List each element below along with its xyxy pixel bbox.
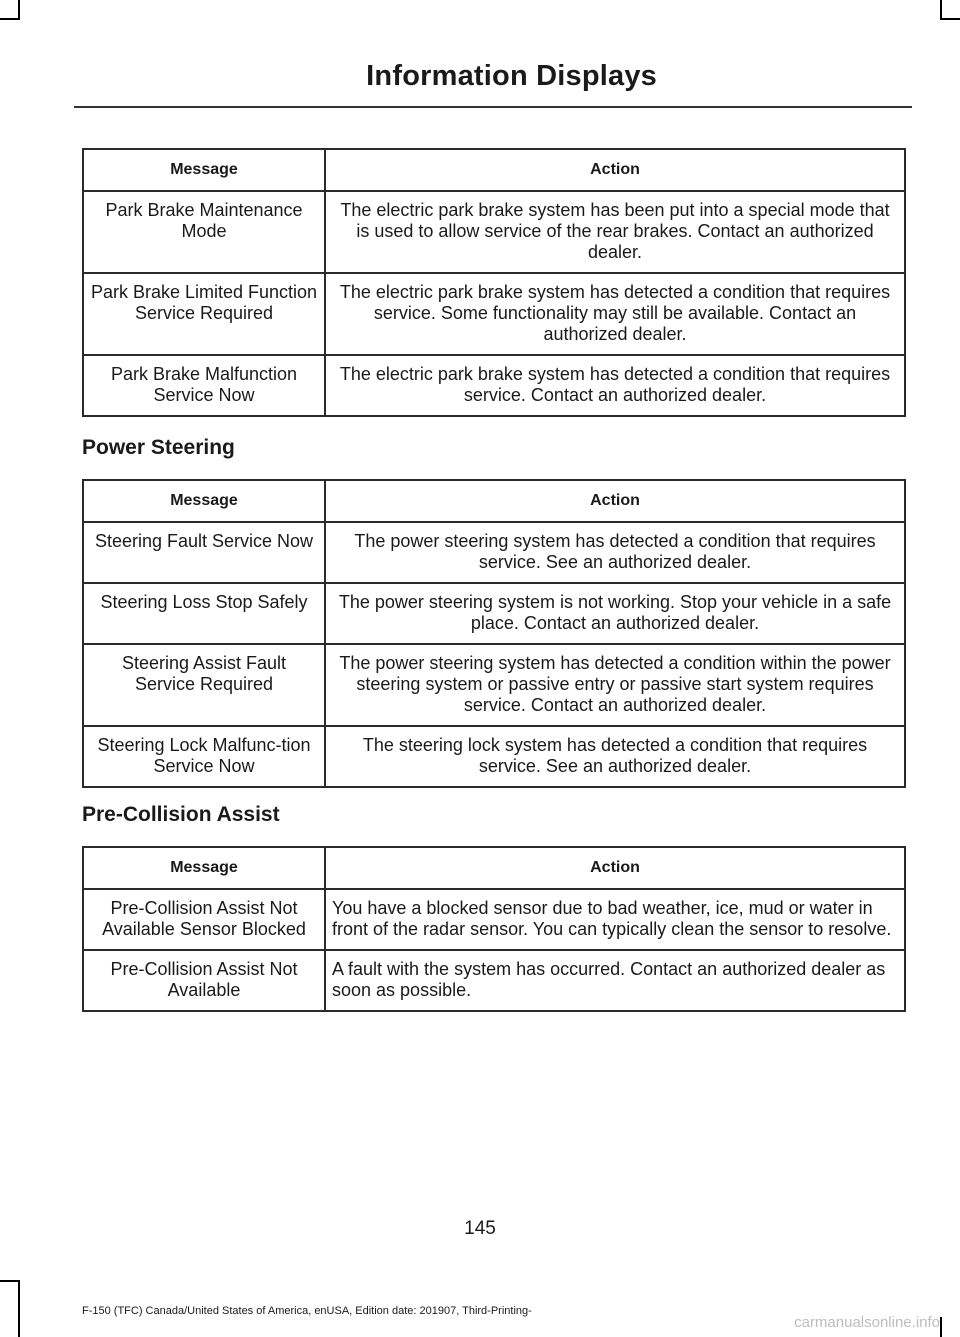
action-cell: The electric park brake system has detected a condition that requires service. Contact an authorized dealer. bbox=[325, 355, 905, 416]
column-header-message: Message bbox=[83, 480, 325, 522]
message-cell: Park Brake Malfunction Service Now bbox=[83, 355, 325, 416]
crop-mark-bottom-right bbox=[940, 1317, 942, 1337]
power-steering-messages-table bbox=[82, 479, 906, 788]
action-cell: The steering lock system has detected a condition that requires service. See an authorized dealer. bbox=[325, 726, 905, 787]
message-cell: Park Brake Limited Function Service Required bbox=[83, 273, 325, 355]
message-cell: Pre-Collision Assist Not Available Sensor Blocked bbox=[83, 889, 325, 950]
section-title-power-steering: Power Steering bbox=[82, 436, 235, 459]
header-divider bbox=[74, 106, 912, 108]
action-cell: A fault with the system has occurred. Contact an authorized dealer as soon as possible. bbox=[325, 950, 905, 1011]
crop-mark-bottom-left-vertical bbox=[18, 1280, 20, 1337]
edition-footer: F-150 (TFC) Canada/United States of America, enUSA, Edition date: 201907, Third-Printing- bbox=[82, 1305, 532, 1317]
table-row bbox=[83, 726, 905, 787]
crop-mark-top-right-horizontal bbox=[940, 18, 960, 20]
section-title-pre-collision-assist: Pre-Collision Assist bbox=[82, 803, 280, 826]
table-header-row bbox=[83, 149, 905, 191]
crop-mark-top-left-vertical bbox=[18, 0, 20, 20]
message-cell: Steering Assist Fault Service Required bbox=[83, 644, 325, 726]
column-header-message: Message bbox=[83, 847, 325, 889]
message-cell: Steering Loss Stop Safely bbox=[83, 583, 325, 644]
table-header-row bbox=[83, 480, 905, 522]
table-row bbox=[83, 191, 905, 273]
crop-mark-bottom-left bbox=[0, 1280, 18, 1282]
message-cell: Park Brake Maintenance Mode bbox=[83, 191, 325, 273]
page-number: 145 bbox=[464, 1218, 496, 1239]
crop-mark-top-left bbox=[0, 18, 18, 20]
column-header-action: Action bbox=[325, 480, 905, 522]
message-cell: Pre-Collision Assist Not Available bbox=[83, 950, 325, 1011]
table-row bbox=[83, 889, 905, 950]
table-row bbox=[83, 950, 905, 1011]
table-row bbox=[83, 522, 905, 583]
action-cell: The power steering system has detected a condition within the power steering system or passive entry or passive start system requires service. Contact an authorized dealer. bbox=[325, 644, 905, 726]
action-cell: The power steering system is not working. Stop your vehicle in a safe place. Contact an authorized dealer. bbox=[325, 583, 905, 644]
message-cell: Steering Fault Service Now bbox=[83, 522, 325, 583]
column-header-action: Action bbox=[325, 149, 905, 191]
action-cell: The electric park brake system has detected a condition that requires service. Some functionality may still be available. Contact an authorized dealer. bbox=[325, 273, 905, 355]
column-header-action: Action bbox=[325, 847, 905, 889]
table-row bbox=[83, 583, 905, 644]
table-row bbox=[83, 355, 905, 416]
park-brake-messages-table bbox=[82, 148, 906, 417]
table-row bbox=[83, 273, 905, 355]
action-cell: You have a blocked sensor due to bad weather, ice, mud or water in front of the radar sensor. You can typically clean the sensor to resolve. bbox=[325, 889, 905, 950]
watermark: carmanualsonline.info bbox=[794, 1314, 940, 1331]
message-cell: Steering Lock Malfunc-tion Service Now bbox=[83, 726, 325, 787]
page-title: Information Displays bbox=[366, 60, 657, 92]
column-header-message: Message bbox=[83, 149, 325, 191]
action-cell: The electric park brake system has been put into a special mode that is used to allow service of the rear brakes. Contact an authorized dealer. bbox=[325, 191, 905, 273]
crop-mark-top-right bbox=[940, 0, 942, 20]
pre-collision-messages-table bbox=[82, 846, 906, 1012]
table-row bbox=[83, 644, 905, 726]
action-cell: The power steering system has detected a condition that requires service. See an authorized dealer. bbox=[325, 522, 905, 583]
table-header-row bbox=[83, 847, 905, 889]
